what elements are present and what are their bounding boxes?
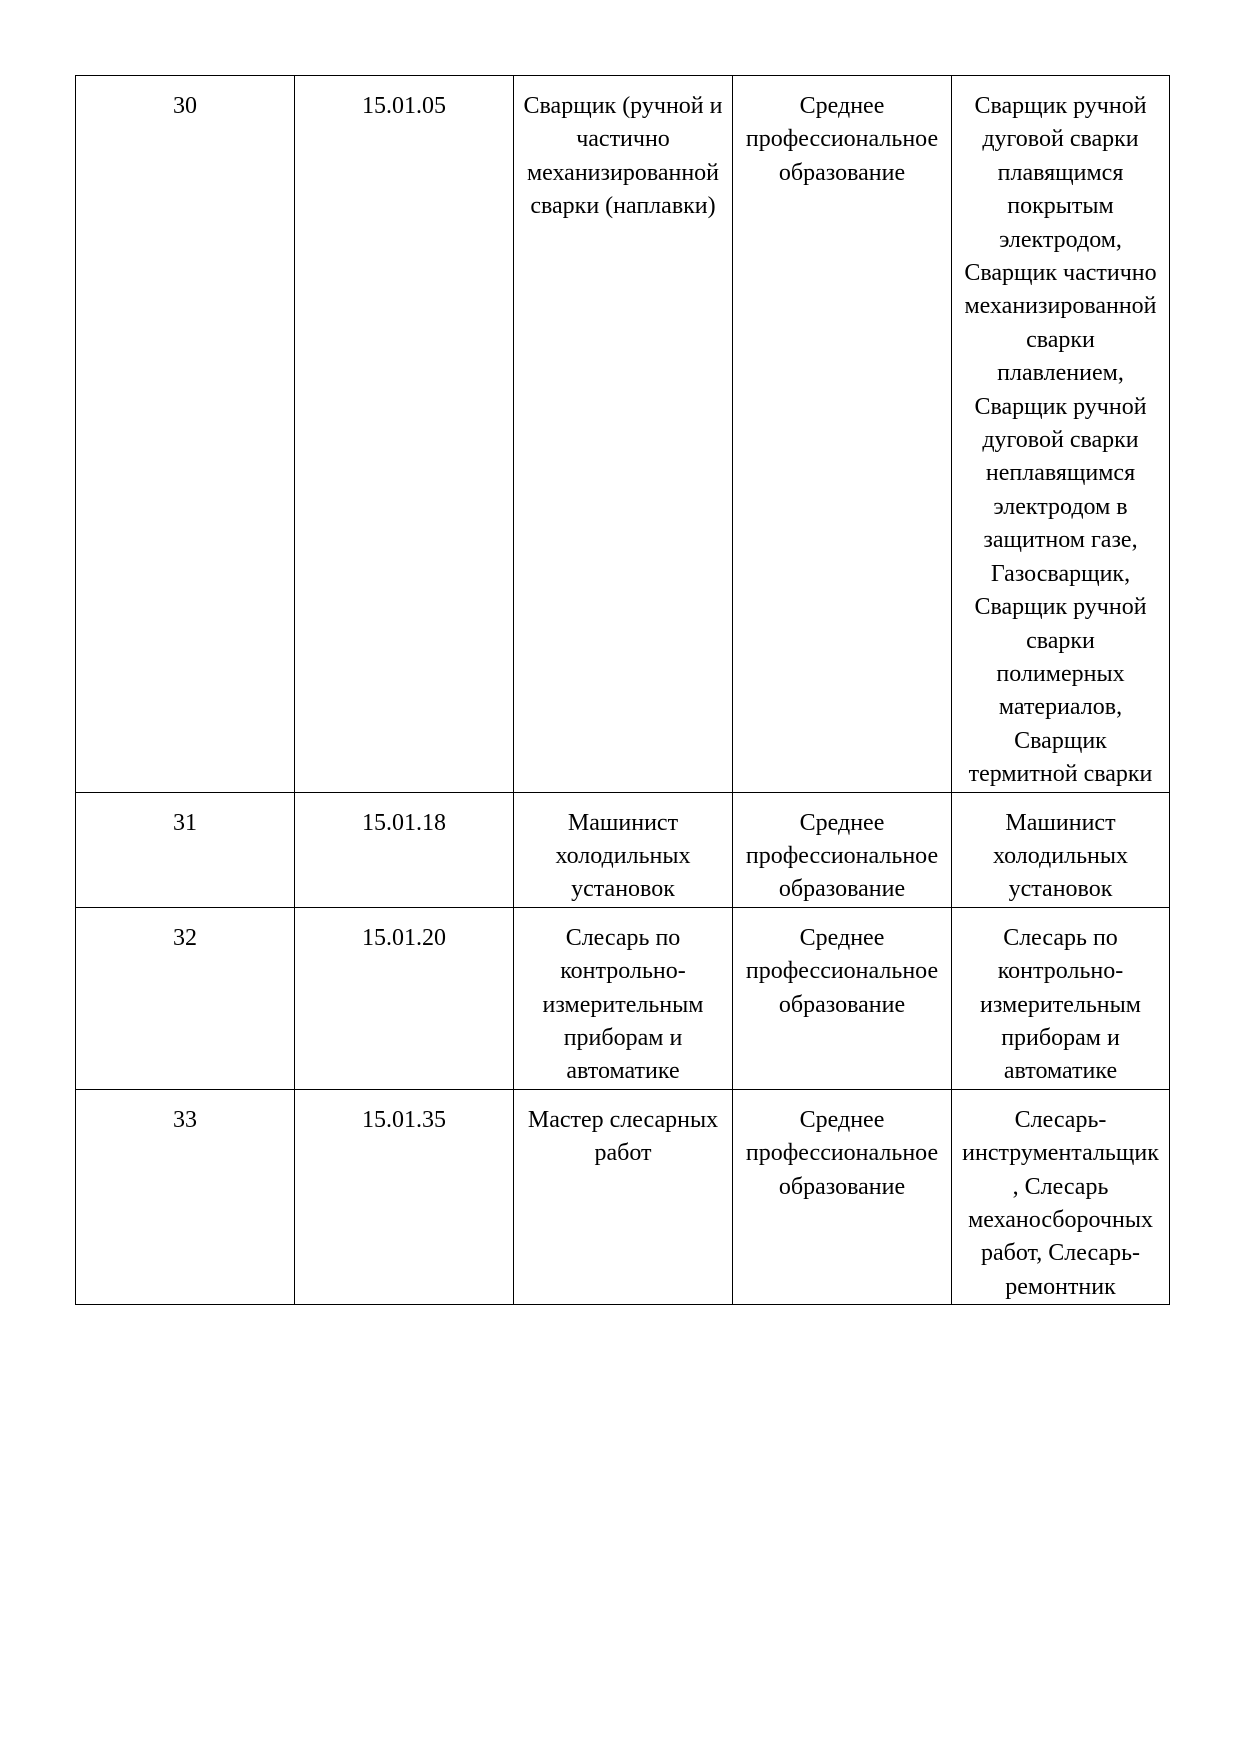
education-level-cell <box>733 76 952 793</box>
cell-text-line: Машинист <box>1005 809 1116 836</box>
code-cell: 15.01.35 <box>295 1089 514 1304</box>
cell-text-line: установок <box>571 876 675 903</box>
cell-text-line: Сварщик ручной <box>974 393 1147 420</box>
cell-text-line: приборам и <box>1001 1024 1120 1051</box>
profession-cell <box>514 1089 733 1304</box>
cell-text-line: неплавящимся <box>985 460 1136 487</box>
cell-text-line: электродом, <box>999 226 1122 253</box>
cell-text-line: работ <box>594 1140 652 1167</box>
professions-table <box>75 75 1170 1305</box>
table-row <box>76 792 1170 907</box>
cell-text-line: механизированной <box>964 293 1157 320</box>
qualifications-cell <box>952 907 1170 1089</box>
cell-text-line: механизированной <box>526 159 720 186</box>
cell-text-line: профессиональное <box>745 1140 939 1167</box>
cell-text-line: покрытым <box>1007 193 1114 220</box>
table-row <box>76 907 1170 1089</box>
table-row <box>76 76 1170 793</box>
code-cell: 15.01.18 <box>295 792 514 907</box>
cell-text-line: образование <box>778 876 906 903</box>
cell-text-line: сварки <box>1026 326 1095 353</box>
cell-text-line: Слесарь по <box>565 924 681 951</box>
cell-text-line: Сварщик частично <box>964 260 1157 287</box>
qualifications-cell <box>952 792 1170 907</box>
education-level-cell <box>733 792 952 907</box>
cell-text-line: работ, Слесарь- <box>981 1240 1140 1267</box>
cell-text-line: установок <box>1008 876 1113 903</box>
code-cell: 15.01.05 <box>295 76 514 793</box>
cell-text-line: автоматике <box>566 1058 680 1085</box>
row-number-cell: 31 <box>76 792 295 907</box>
cell-text-line: плавящимся <box>997 159 1124 186</box>
cell-text-line: автоматике <box>1003 1058 1118 1085</box>
cell-text-line: профессиональное <box>745 842 939 869</box>
cell-text-line: Среднее <box>799 809 885 836</box>
cell-text-line: Среднее <box>799 93 885 119</box>
cell-text-line: Машинист <box>567 809 679 836</box>
cell-text-line: сварки <box>1026 627 1095 654</box>
cell-text-line: защитном газе, <box>983 527 1138 554</box>
cell-text-line: дуговой сварки <box>982 427 1139 454</box>
row-number-cell: 30 <box>76 76 295 793</box>
cell-text-line: частично <box>576 126 670 153</box>
cell-text-line: сварки (наплавки) <box>530 193 716 220</box>
cell-text-line: контрольно- <box>560 958 686 985</box>
cell-text-line: Газосварщик, <box>990 560 1131 587</box>
cell-text-line: приборам и <box>563 1024 683 1051</box>
cell-text-line: плавлением, <box>997 360 1124 387</box>
cell-text-line: Среднее <box>799 1106 885 1133</box>
table-row <box>76 1089 1170 1304</box>
code-cell: 15.01.20 <box>295 907 514 1089</box>
cell-text-line: Сварщик ручной <box>974 93 1147 119</box>
cell-text-line: образование <box>778 1173 906 1200</box>
cell-text-line: механосборочных <box>968 1207 1153 1233</box>
cell-text-line: электродом в <box>993 493 1128 520</box>
cell-text-line: Сварщик (ручной и <box>523 93 723 119</box>
cell-text-line: термитной сварки <box>968 761 1153 788</box>
cell-text-line: Среднее <box>799 924 885 951</box>
cell-text-line: дуговой сварки <box>982 126 1139 153</box>
cell-text-line: измерительным <box>980 991 1141 1018</box>
cell-text-line: Слесарь по <box>1003 924 1118 951</box>
row-number-cell: 32 <box>76 907 295 1089</box>
cell-text-line: профессиональное <box>745 126 939 153</box>
education-level-cell <box>733 907 952 1089</box>
profession-cell <box>514 76 733 793</box>
cell-text-line: холодильных <box>993 842 1128 869</box>
cell-text-line: холодильных <box>555 842 691 869</box>
cell-text-line: Слесарь- <box>1014 1106 1107 1133</box>
cell-text-line: материалов, <box>998 694 1123 721</box>
cell-text-line: контрольно- <box>997 958 1124 985</box>
qualifications-cell <box>952 1089 1170 1304</box>
cell-text-line: образование <box>778 159 906 186</box>
cell-text-line: инструментальщик <box>962 1140 1159 1167</box>
education-level-cell <box>733 1089 952 1304</box>
cell-text-line: измерительным <box>542 991 704 1018</box>
cell-text-line: ремонтник <box>1005 1273 1116 1300</box>
cell-text-line: Мастер слесарных <box>527 1106 719 1133</box>
qualifications-cell <box>952 76 1170 793</box>
cell-text-line: образование <box>778 991 906 1018</box>
cell-text-line: Сварщик ручной <box>974 594 1147 621</box>
cell-text-line: полимерных <box>996 660 1125 687</box>
cell-text-line: профессиональное <box>745 958 939 985</box>
row-number-cell: 33 <box>76 1089 295 1304</box>
profession-cell <box>514 907 733 1089</box>
profession-cell <box>514 792 733 907</box>
cell-text-line: , Слесарь <box>1012 1173 1109 1200</box>
cell-text-line: Сварщик <box>1014 727 1107 754</box>
